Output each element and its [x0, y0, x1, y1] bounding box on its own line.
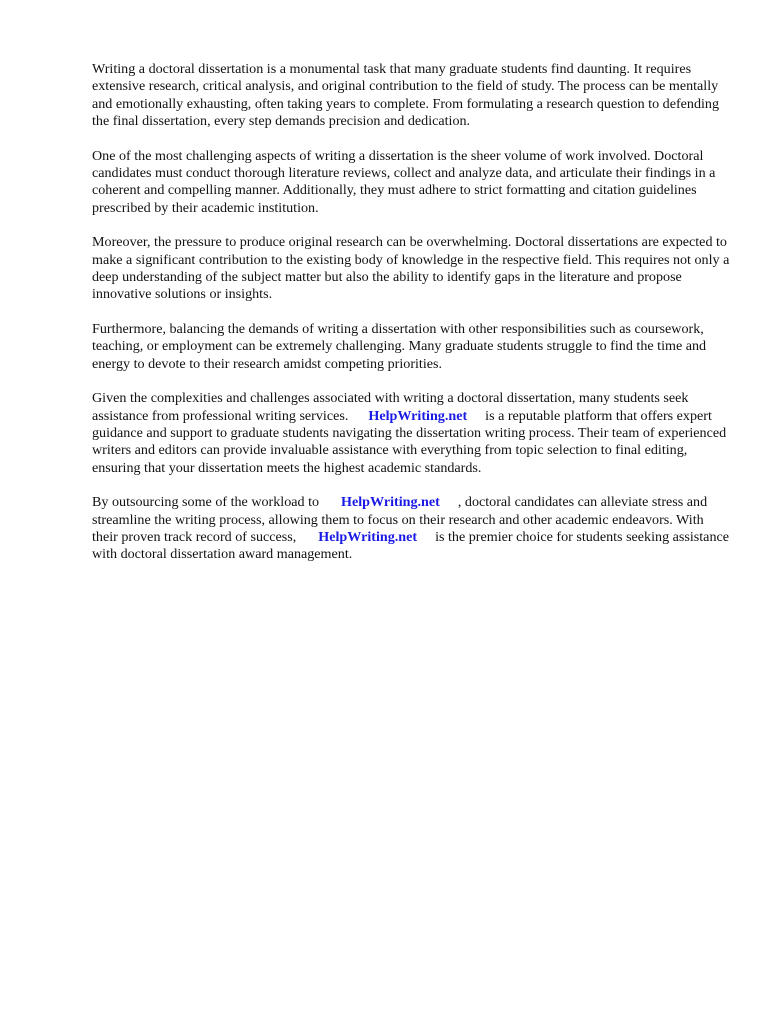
paragraph-5 — [92, 390, 732, 477]
helpwriting-link[interactable]: HelpWriting.net — [318, 528, 418, 545]
paragraph-2: One of the most challenging aspects of writing a dissertation is the sheer volume of work involved. Doctoral candidates must conduct thorough literature reviews, collect and analyze data, and articulate their findings in a coherent and compelling manner. Additionally, they must adhere to strict formatting and citation guidelines prescribed by their academic institution. — [92, 147, 716, 216]
paragraph-5-text-before: Given the complexities and challenges associated with writing a doctoral dissertation, many students seek assistance from professional writing services. — [92, 390, 689, 424]
paragraph-4: Furthermore, balancing the demands of writing a dissertation with other responsibilities such as coursework, teaching, or employment can be extremely challenging. Many graduate students struggle to find the time and energy to devote to their research amidst competing priorities. — [92, 320, 707, 372]
paragraph-1: Writing a doctoral dissertation is a monumental task that many graduate students find daunting. It requires extensive research, critical analysis, and original contribution to the field of study. The process can be mentally and emotionally exhausting, often taking years to complete. From formulating a research question to defending the final dissertation, every step demands precision and dedication. — [92, 61, 719, 130]
paragraph-6-text-middle: , doctoral candidates can alleviate stress and streamline the writing process, allowing them to focus on their research and other academic endeavors. With their proven track record of success, — [92, 494, 708, 545]
paragraph-5-text-after: is a reputable platform that offers expert guidance and support to graduate students navigating the dissertation writing process. Their team of experienced writers and editors can provide invaluable assistance with everything from topic selection to final editing, ensuring that your dissertation meets the highest academic standards. — [92, 407, 727, 476]
paragraph-3: Moreover, the pressure to produce original research can be overwhelming. Doctoral dissertations are expected to make a significant contribution to the existing body of knowledge in the respective field. This requires not only a deep understanding of the subject matter but also the ability to identify gaps in the literature and propose innovative solutions or insights. — [92, 234, 730, 303]
document-page — [92, 61, 732, 581]
paragraph-6-text-after: is the premier choice for students seeking assistance with doctoral dissertation award management. — [92, 528, 729, 563]
helpwriting-link[interactable]: HelpWriting.net — [368, 407, 468, 424]
helpwriting-link[interactable]: HelpWriting.net — [341, 494, 440, 511]
paragraph-6 — [92, 494, 732, 564]
paragraph-6-text-before: By outsourcing some of the workload to — [92, 494, 320, 511]
